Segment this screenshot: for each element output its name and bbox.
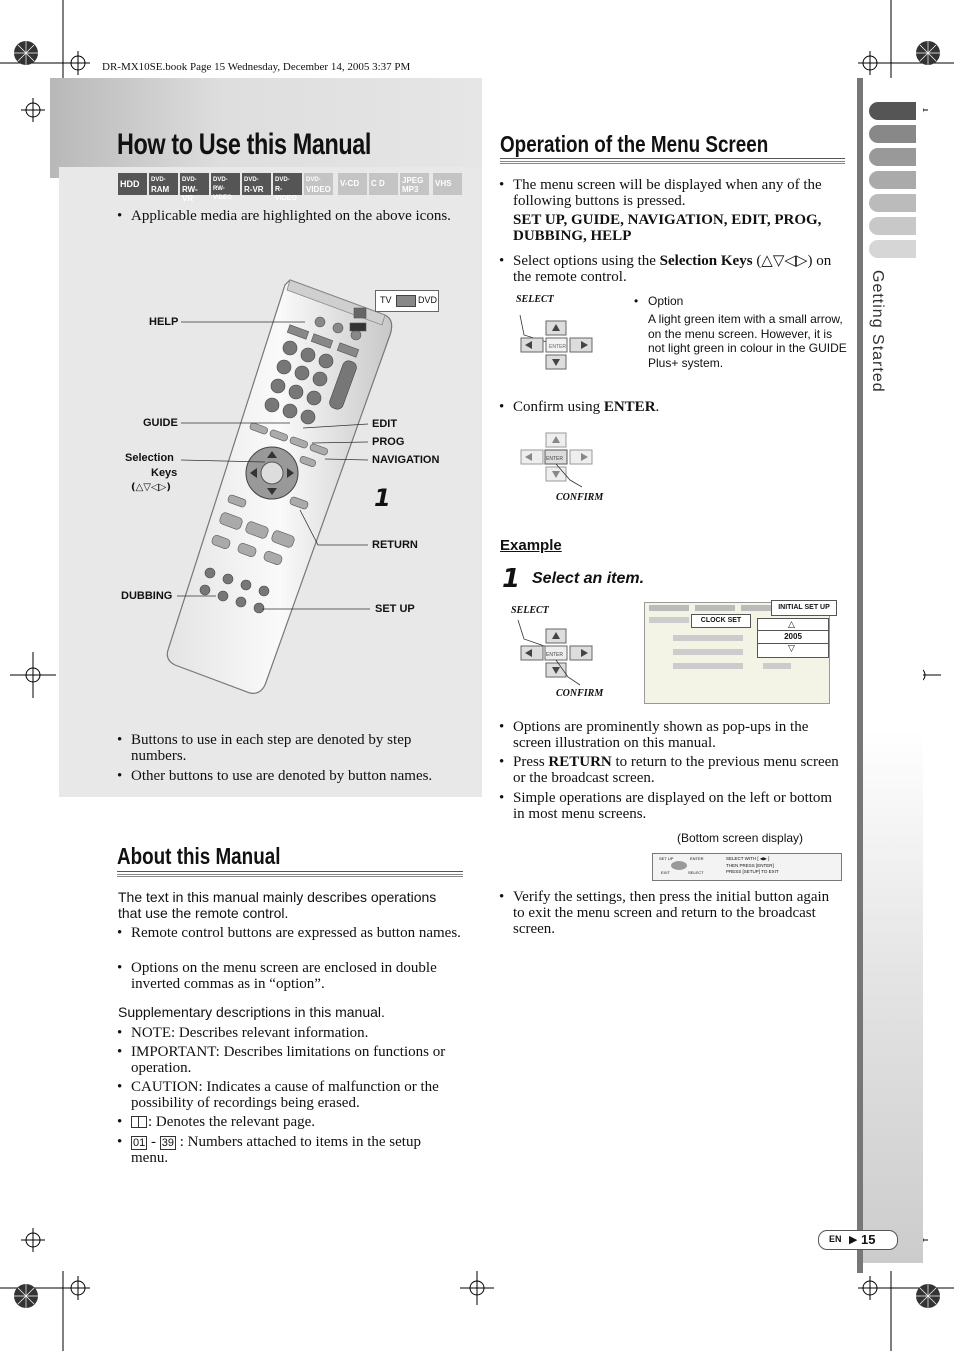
media-icon-dvd-r-vr: DVD- R-VR bbox=[242, 173, 271, 195]
enter-key-label-1: ENTER bbox=[549, 344, 566, 350]
op-bullet-7: • Verify the settings, then press the initial button again to exit the menu screen and return to the broadcast screen. bbox=[513, 889, 843, 937]
page-title: How to Use this Manual bbox=[117, 128, 372, 161]
select-label-1: SELECT bbox=[516, 294, 554, 305]
bottom-screen-caption: (Bottom screen display) bbox=[677, 831, 804, 845]
section-tab-5 bbox=[869, 194, 916, 212]
media-icon-cd: C D bbox=[369, 173, 398, 195]
op-bullet-3: • Confirm using ENTER. bbox=[513, 399, 843, 415]
label-setup: SET UP bbox=[375, 603, 415, 615]
book-info: DR-MX10SE.book Page 15 Wednesday, December 14, 2005 3:37 PM bbox=[102, 61, 411, 73]
section-label-wrap bbox=[868, 270, 888, 400]
section-label: Getting Started bbox=[869, 270, 886, 393]
media-icon-dvd-rw-video: DVD- RW-VIDEO bbox=[211, 173, 240, 195]
initial-setup-popup: INITIAL SET UP bbox=[771, 600, 837, 616]
enter-key-label-3: ENTER bbox=[546, 652, 563, 658]
clock-set-popup: CLOCK SET bbox=[691, 614, 751, 628]
example-step-text: Select an item. bbox=[532, 570, 645, 587]
label-help: HELP bbox=[149, 316, 179, 328]
page-number-badge bbox=[818, 1230, 898, 1250]
op-title: Operation of the Menu Screen bbox=[500, 131, 769, 157]
label-navigation: NAVIGATION bbox=[372, 454, 440, 466]
about-bullet-1: • Remote control buttons are expressed as button names. bbox=[131, 925, 461, 941]
label-keys: Keys bbox=[151, 467, 178, 479]
note-button-names: • Other buttons to use are denoted by button names. bbox=[131, 768, 461, 784]
media-icon-dvd-r-video: DVD- R-VIDEO bbox=[273, 173, 302, 195]
up-arrow-icon: △ bbox=[788, 620, 795, 630]
media-icon-dvd-rw-vr: DVD- RW-VR bbox=[180, 173, 209, 195]
op-bullet-4: • Options are prominently shown as pop-ups in the screen illustration on this manual. bbox=[513, 719, 843, 751]
option-text: A light green item with a small arrow, on the menu screen. However, it is not light green in colour in the GUIDE Plus+ system. bbox=[648, 312, 847, 370]
label-dubbing: DUBBING bbox=[121, 590, 173, 602]
play-arrow-icon: ▶ bbox=[849, 1233, 858, 1246]
example-step-number: 1 bbox=[502, 564, 521, 594]
supp-note: • NOTE: Describes relevant information. bbox=[131, 1025, 461, 1041]
supp-important: • IMPORTANT: Describes limitations on functions or operation. bbox=[131, 1044, 461, 1076]
confirm-label-1: CONFIRM bbox=[556, 492, 604, 503]
down-arrow-icon: ▽ bbox=[788, 644, 795, 654]
op-bullet-5: • Press RETURN to return to the previous menu screen or the broadcast screen. bbox=[513, 754, 843, 786]
section-tab-1 bbox=[869, 102, 916, 120]
about-rule bbox=[117, 871, 463, 877]
bottom-screen-display: SET UP EXIT ENTER SELECT SELECT WITH [ ◀▶ ] THEN PRESS [ENTER] PRESS [SETUP] TO EXIT bbox=[652, 853, 842, 881]
year-value: 2005 bbox=[758, 630, 828, 644]
media-icon-dvd-video: DVD- VIDEO bbox=[304, 173, 333, 195]
select-label-2: SELECT bbox=[511, 605, 549, 616]
supp-page-ref: • : Denotes the relevant page. bbox=[131, 1114, 461, 1130]
media-icon-dvd-ram: DVD- RAM bbox=[149, 173, 178, 195]
step-number-marker: 1 bbox=[374, 484, 391, 512]
section-tab-7 bbox=[869, 240, 916, 258]
op-button-list: SET UP, GUIDE, NAVIGATION, EDIT, PROG, DUBBING, HELP bbox=[513, 212, 822, 244]
about-bullet-2: • Options on the menu screen are enclosed in double inverted commas as in “option”. bbox=[131, 960, 461, 992]
example-heading: Example bbox=[500, 537, 562, 554]
section-tab-2 bbox=[869, 125, 916, 143]
num-box-start: 01 bbox=[133, 1137, 146, 1149]
num-box-end: 39 bbox=[161, 1137, 174, 1149]
supp-heading: Supplementary descriptions in this manual. bbox=[118, 1004, 385, 1020]
media-icon-vhs: VHS bbox=[433, 173, 462, 195]
label-return: RETURN bbox=[372, 539, 418, 551]
page-number: 15 bbox=[861, 1232, 876, 1247]
year-popup bbox=[757, 618, 829, 658]
note-step-numbers: • Buttons to use in each step are denoted by step numbers. bbox=[131, 732, 461, 764]
media-icon-hdd: HDD bbox=[118, 173, 147, 195]
label-prog: PROG bbox=[372, 436, 405, 448]
label-edit: EDIT bbox=[372, 418, 398, 430]
about-intro: The text in this manual mainly describes operations that use the remote control. bbox=[118, 889, 437, 921]
tv-dvd-switch: TV DVD bbox=[375, 290, 439, 312]
book-icon bbox=[131, 1116, 147, 1128]
enter-key-label-2: ENTER bbox=[546, 456, 563, 462]
media-note: • Applicable media are highlighted on the above icons. bbox=[131, 208, 471, 224]
media-icon-v-cd: V-CD bbox=[338, 173, 367, 195]
op-bullet-1: • The menu screen will be displayed when any of the following buttons is pressed. bbox=[513, 177, 843, 209]
confirm-label-2: CONFIRM bbox=[556, 688, 604, 699]
section-tab-3 bbox=[869, 148, 916, 166]
label-selection: Selection bbox=[125, 452, 174, 464]
lang-code: EN bbox=[829, 1234, 842, 1244]
label-guide: GUIDE bbox=[143, 417, 178, 429]
section-tab-4 bbox=[869, 171, 916, 189]
media-icon-jpeg-mp3: JPEG MP3 bbox=[400, 173, 429, 195]
section-tab-6 bbox=[869, 217, 916, 235]
option-title: • Option bbox=[648, 294, 848, 308]
label-selection-keys: (△▽◁▷) bbox=[131, 482, 171, 493]
about-title: About this Manual bbox=[117, 843, 281, 869]
op-rule bbox=[500, 158, 845, 164]
op-bullet-6: • Simple operations are displayed on the left or bottom in most menu screens. bbox=[513, 790, 843, 822]
op-bullet-2: • Select options using the Selection Keys (△▽◁▷) on the remote control. bbox=[513, 253, 843, 285]
supp-numbers: • 01 - 39 : Numbers attached to items in the setup menu. bbox=[131, 1134, 461, 1166]
supp-caution: • CAUTION: Indicates a cause of malfunction or the possibility of recordings being erased. bbox=[131, 1079, 461, 1111]
select-keys-diagram-1 bbox=[510, 305, 600, 375]
